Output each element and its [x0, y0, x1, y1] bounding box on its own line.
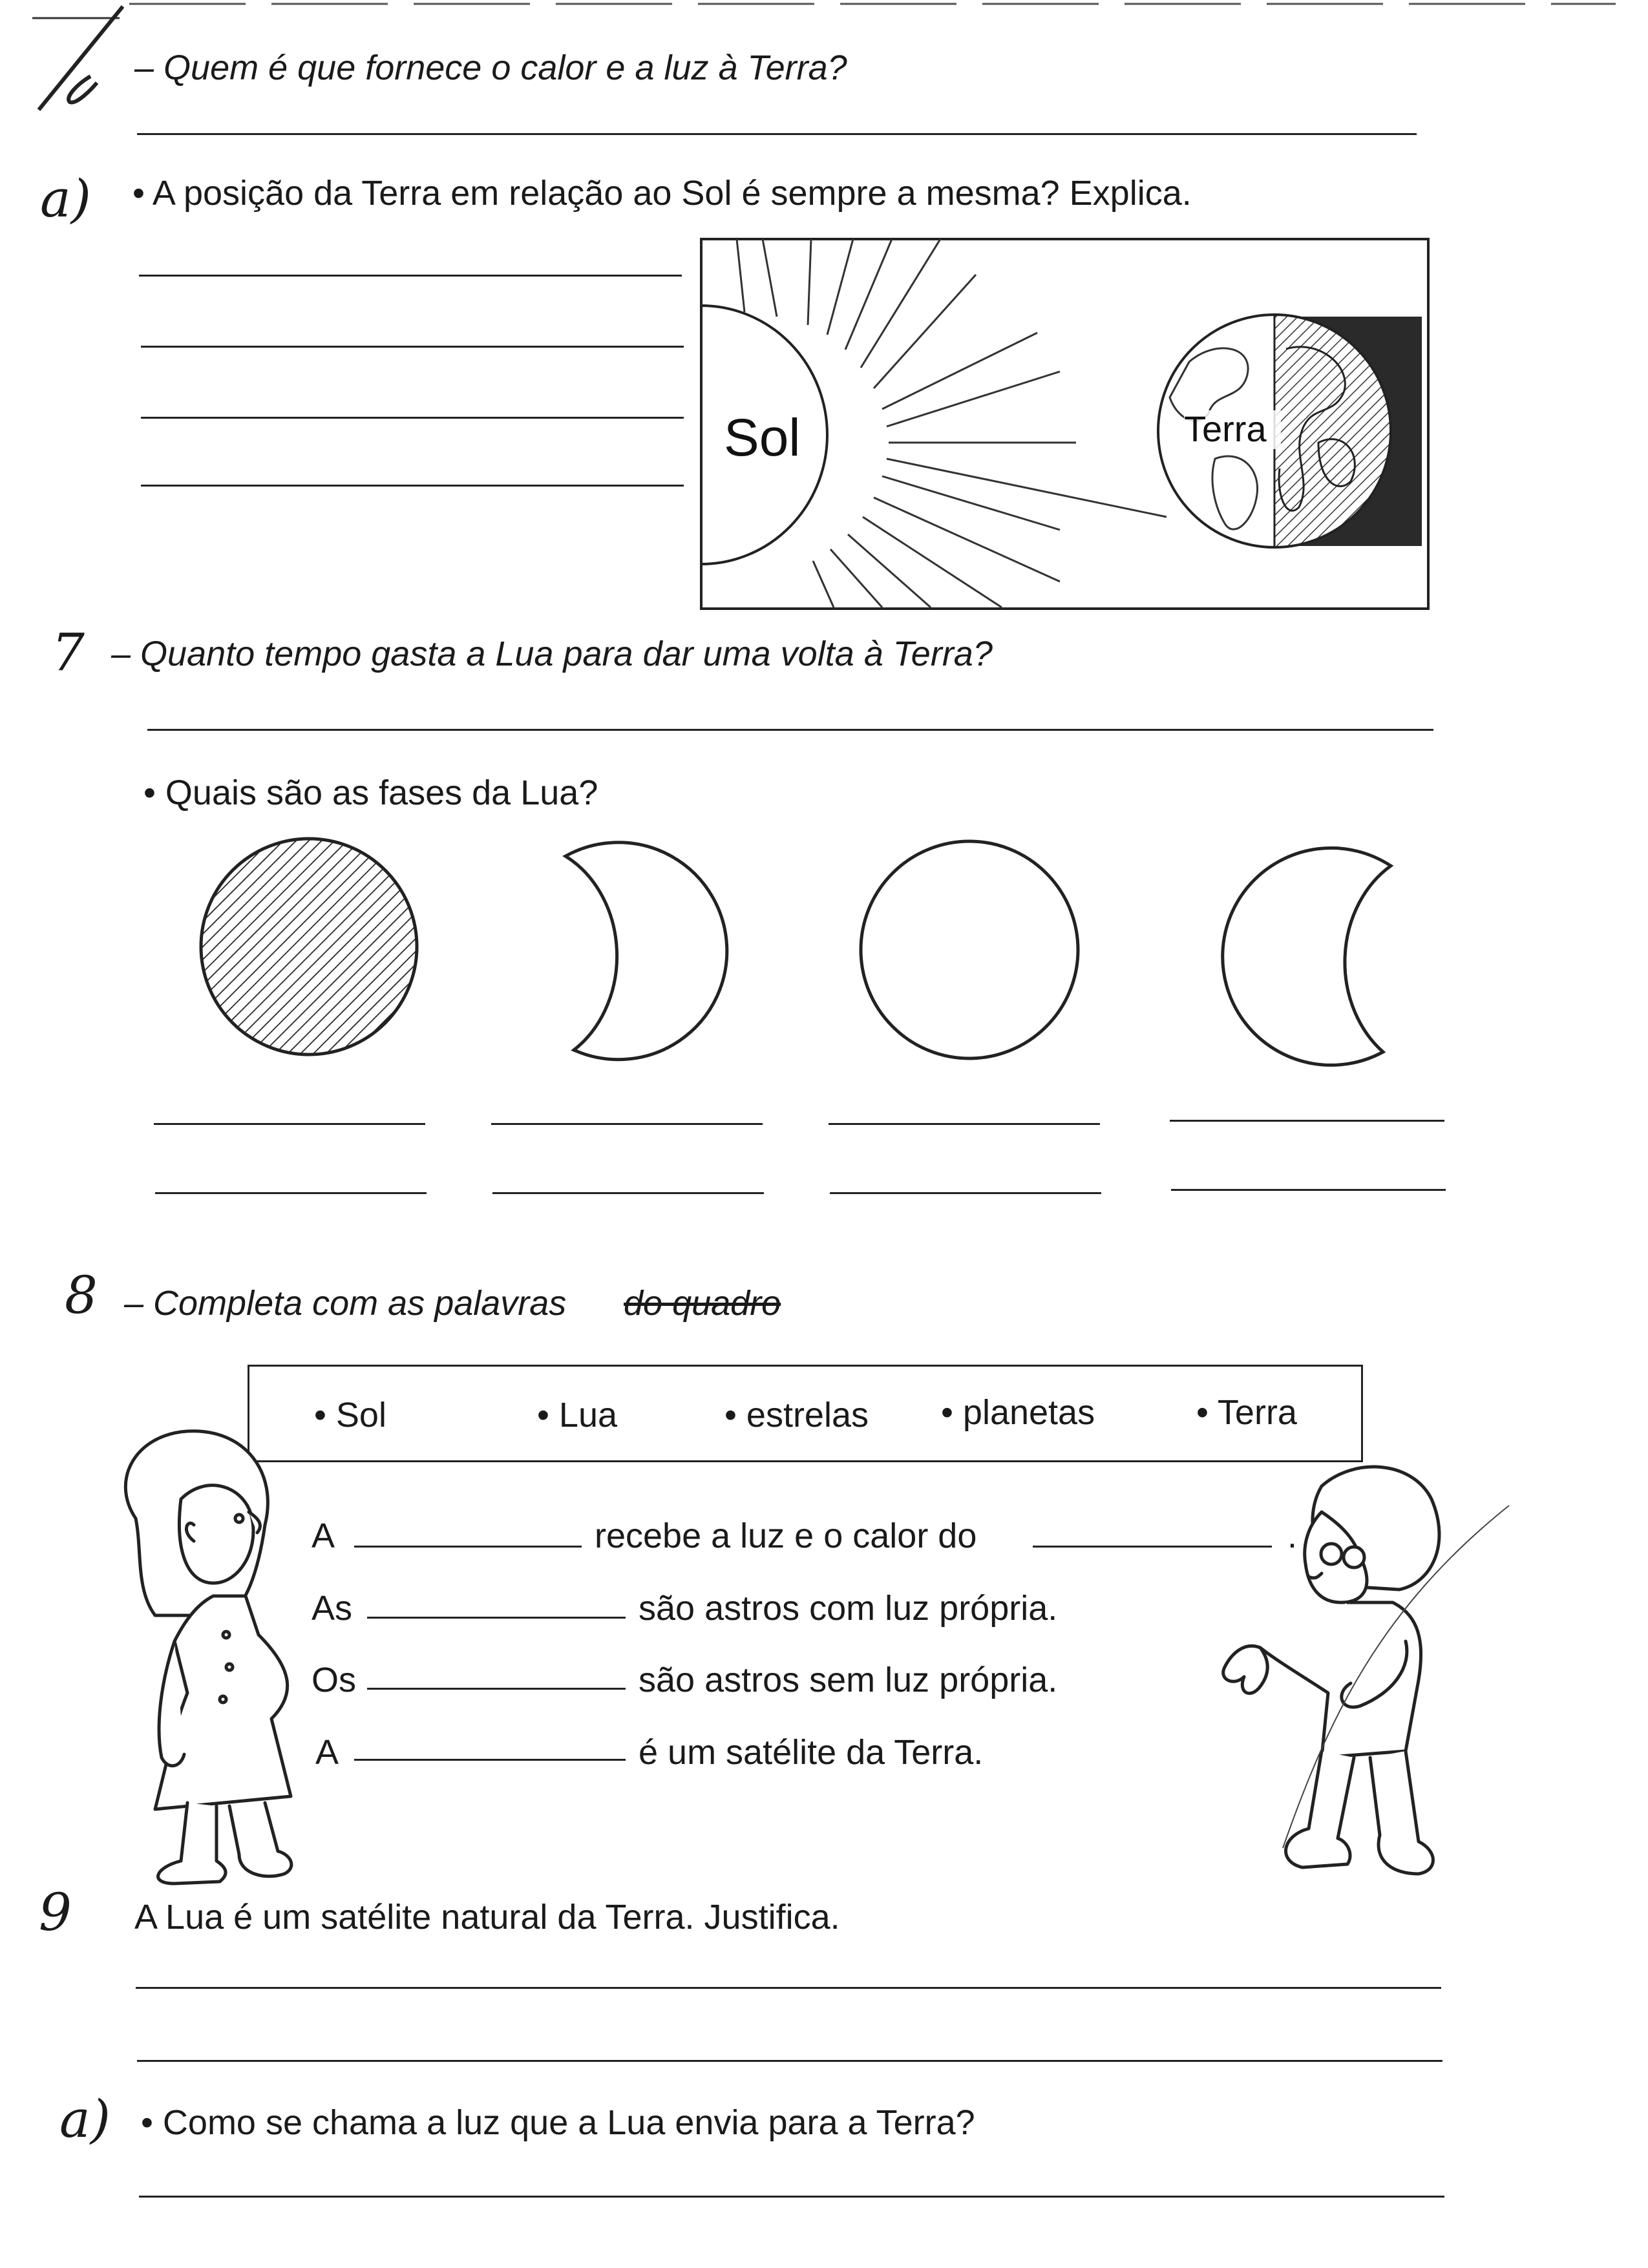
q8-question: – Completa com as palavras	[124, 1284, 567, 1323]
sentence-2-start: As	[312, 1589, 353, 1628]
q9-answer-line-2[interactable]	[137, 2060, 1442, 2062]
earth-label: Terra	[1184, 408, 1267, 449]
phase-4-line-2[interactable]	[1171, 1189, 1446, 1191]
q6-question: – Quem é que fornece o calor e a luz à Terra?	[134, 48, 847, 87]
q8-hand-number: 8	[65, 1265, 98, 1325]
sun-label: Sol	[724, 408, 801, 467]
q9a-hand-label: a)	[59, 2089, 111, 2149]
girl-illustration	[97, 1422, 343, 1887]
moon-phases	[181, 827, 1474, 1086]
q6-answer-line[interactable]	[137, 133, 1417, 135]
q7-answer-line[interactable]	[147, 729, 1433, 731]
phase-1-line-2[interactable]	[155, 1192, 427, 1194]
full-moon-icon	[861, 841, 1078, 1058]
phase-1-line-1[interactable]	[154, 1123, 425, 1125]
q6a-question: • A posição da Terra em relação ao Sol é sempre a mesma? Explica.	[132, 174, 1192, 213]
sentence-2-blank[interactable]	[367, 1617, 626, 1619]
word-box	[248, 1365, 1363, 1462]
sentence-1-middle: recebe a luz e o calor do	[595, 1517, 977, 1555]
q6a-hand-label: a)	[40, 169, 91, 229]
word-terra: • Terra	[1196, 1393, 1297, 1432]
sentence-2-middle: são astros com luz própria.	[639, 1589, 1058, 1628]
sun-earth-figure	[698, 236, 1435, 614]
sentence-3-blank[interactable]	[367, 1688, 626, 1690]
word-planetas: • planetas	[941, 1393, 1095, 1432]
q7-question: – Quanto tempo gasta a Lua para dar uma volta à Terra?	[111, 635, 993, 673]
phase-2-line-2[interactable]	[492, 1192, 764, 1194]
crescent-moon-icon	[565, 843, 727, 1060]
word-sol: • Sol	[314, 1396, 386, 1434]
phase-4-line-1[interactable]	[1170, 1120, 1444, 1122]
sentence-3-start: Os	[312, 1661, 357, 1699]
phase-3-line-2[interactable]	[830, 1192, 1101, 1194]
sentence-1-start: A	[312, 1517, 335, 1555]
q6a-answer-line-3[interactable]	[141, 417, 684, 419]
handwritten-six-mark	[39, 6, 123, 110]
q7b-question: • Quais são as fases da Lua?	[143, 773, 598, 812]
boy-illustration	[1199, 1447, 1522, 1900]
sentence-1-end: .	[1287, 1517, 1298, 1555]
sentence-1-blank-1[interactable]	[354, 1546, 582, 1548]
waning-moon-icon	[1223, 848, 1391, 1065]
sentence-3-middle: são astros sem luz própria.	[639, 1661, 1058, 1699]
q6a-answer-line-1[interactable]	[139, 275, 682, 277]
phase-2-line-1[interactable]	[491, 1123, 763, 1125]
word-estrelas: • estrelas	[724, 1396, 869, 1434]
q7-hand-number: 7	[52, 622, 85, 682]
q9-question: A Lua é um satélite natural da Terra. Justifica.	[134, 1898, 840, 1937]
q6a-answer-line-4[interactable]	[141, 485, 684, 487]
sentence-4-middle: é um satélite da Terra.	[639, 1733, 984, 1772]
sentence-4-start: A	[315, 1733, 339, 1772]
q9-answer-line-1[interactable]	[136, 1987, 1441, 1989]
q8-question-struck: do quadro	[624, 1284, 781, 1323]
phase-3-line-1[interactable]	[829, 1123, 1100, 1125]
q9a-question: • Como se chama a luz que a Lua envia para a Terra?	[141, 2103, 975, 2142]
q9a-answer-line[interactable]	[139, 2196, 1444, 2198]
q9-hand-number: 9	[39, 1882, 72, 1942]
sentence-4-blank[interactable]	[354, 1759, 626, 1761]
q6a-answer-line-2[interactable]	[141, 346, 684, 348]
new-moon-icon	[201, 839, 417, 1055]
word-lua: • Lua	[537, 1396, 618, 1434]
